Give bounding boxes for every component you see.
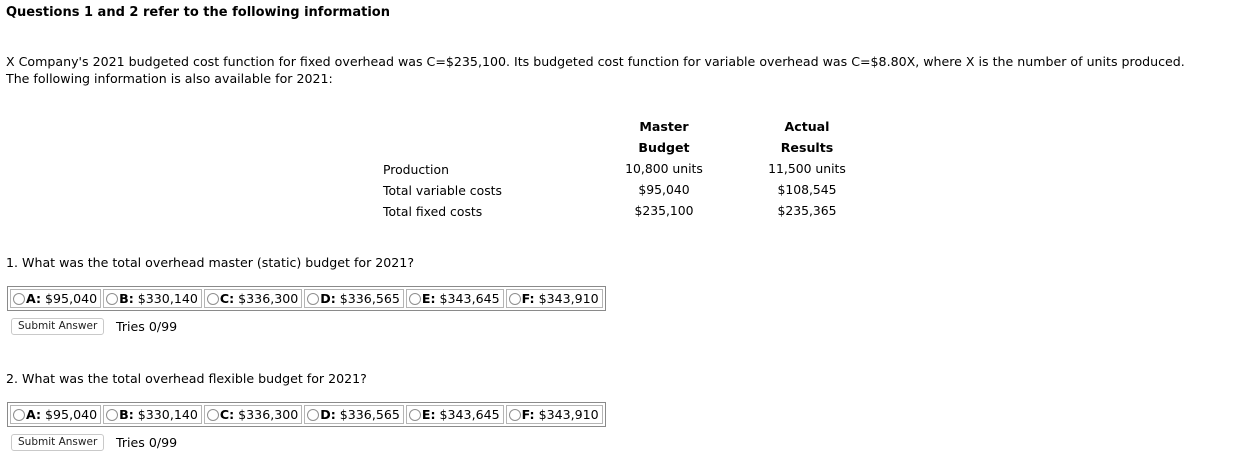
question-2-text: 2. What was the total overhead flexible budget for 2021? xyxy=(6,371,367,386)
choice-letter: C: xyxy=(219,291,235,306)
choice-letter: D: xyxy=(320,407,336,422)
q2-submit-button[interactable]: Submit Answer xyxy=(11,434,104,451)
actual-production: 11,500 units xyxy=(768,161,846,176)
radio-icon[interactable] xyxy=(307,409,319,421)
choice-letter: A: xyxy=(26,407,42,422)
q2-choice-a[interactable] xyxy=(10,405,101,424)
choice-letter: F: xyxy=(521,291,535,306)
header-master-line1: Master xyxy=(639,119,689,134)
choice-value: $343,910 xyxy=(534,407,599,422)
choice-value: $336,565 xyxy=(335,291,400,306)
header-master xyxy=(614,116,714,158)
header-actual xyxy=(757,116,857,158)
choice-value: $343,645 xyxy=(435,407,500,422)
q2-choice-e[interactable] xyxy=(406,405,504,424)
q2-tries: Tries 0/99 xyxy=(116,435,178,450)
master-production: 10,800 units xyxy=(625,161,703,176)
choice-value: $343,645 xyxy=(435,291,500,306)
choice-value: $330,140 xyxy=(133,291,198,306)
radio-icon[interactable] xyxy=(409,409,421,421)
choice-value: $95,040 xyxy=(41,291,98,306)
choice-value: $330,140 xyxy=(133,407,198,422)
row-label-variable: Total variable costs xyxy=(383,183,502,198)
question-2-choices xyxy=(7,402,606,427)
choice-value: $343,910 xyxy=(534,291,599,306)
intro-text xyxy=(6,53,1236,87)
radio-icon[interactable] xyxy=(106,409,118,421)
header-actual-line2: Results xyxy=(780,140,834,155)
row-label-fixed: Total fixed costs xyxy=(383,204,483,219)
q2-choice-c[interactable] xyxy=(204,405,302,424)
intro-line-1: X Company's 2021 budgeted cost function for fixed overhead was C=$235,100. Its budgeted cost function for variable overhead was C=$8.80X, where X is the number of units produced. xyxy=(6,54,1185,69)
q1-choice-b[interactable] xyxy=(103,289,202,308)
q2-choice-d[interactable] xyxy=(304,405,404,424)
radio-icon[interactable] xyxy=(13,293,25,305)
choice-value: $336,300 xyxy=(234,291,299,306)
choice-value: $336,300 xyxy=(234,407,299,422)
actual-fixed: $235,365 xyxy=(777,203,837,218)
q1-choice-e[interactable] xyxy=(406,289,504,308)
choice-letter: B: xyxy=(119,291,134,306)
master-variable: $95,040 xyxy=(638,182,690,197)
radio-icon[interactable] xyxy=(207,293,219,305)
choice-letter: E: xyxy=(421,407,436,422)
radio-icon[interactable] xyxy=(307,293,319,305)
question-1-text: 1. What was the total overhead master (static) budget for 2021? xyxy=(6,255,414,270)
actual-variable: $108,545 xyxy=(777,182,837,197)
q1-choice-f[interactable] xyxy=(506,289,603,308)
q1-submit-button[interactable]: Submit Answer xyxy=(11,318,104,335)
page-heading: Questions 1 and 2 refer to the following information xyxy=(6,5,390,20)
choice-value: $336,565 xyxy=(335,407,400,422)
radio-icon[interactable] xyxy=(13,409,25,421)
q1-choice-d[interactable] xyxy=(304,289,404,308)
choice-letter: B: xyxy=(119,407,134,422)
master-fixed: $235,100 xyxy=(634,203,694,218)
radio-icon[interactable] xyxy=(509,409,521,421)
header-actual-line1: Actual xyxy=(784,119,830,134)
choice-letter: E: xyxy=(421,291,436,306)
radio-icon[interactable] xyxy=(106,293,118,305)
q1-choice-c[interactable] xyxy=(204,289,302,308)
q1-choice-a[interactable] xyxy=(10,289,101,308)
q2-choice-b[interactable] xyxy=(103,405,202,424)
header-master-line2: Budget xyxy=(638,140,690,155)
question-1-choices xyxy=(7,286,606,311)
row-label-production: Production xyxy=(383,162,449,177)
q2-choice-f[interactable] xyxy=(506,405,603,424)
radio-icon[interactable] xyxy=(409,293,421,305)
q1-tries: Tries 0/99 xyxy=(116,319,178,334)
choice-letter: D: xyxy=(320,291,336,306)
choice-value: $95,040 xyxy=(41,407,98,422)
radio-icon[interactable] xyxy=(207,409,219,421)
radio-icon[interactable] xyxy=(509,293,521,305)
choice-letter: F: xyxy=(521,407,535,422)
choice-letter: A: xyxy=(26,291,42,306)
intro-line-2: The following information is also available for 2021: xyxy=(6,71,333,86)
choice-letter: C: xyxy=(219,407,235,422)
